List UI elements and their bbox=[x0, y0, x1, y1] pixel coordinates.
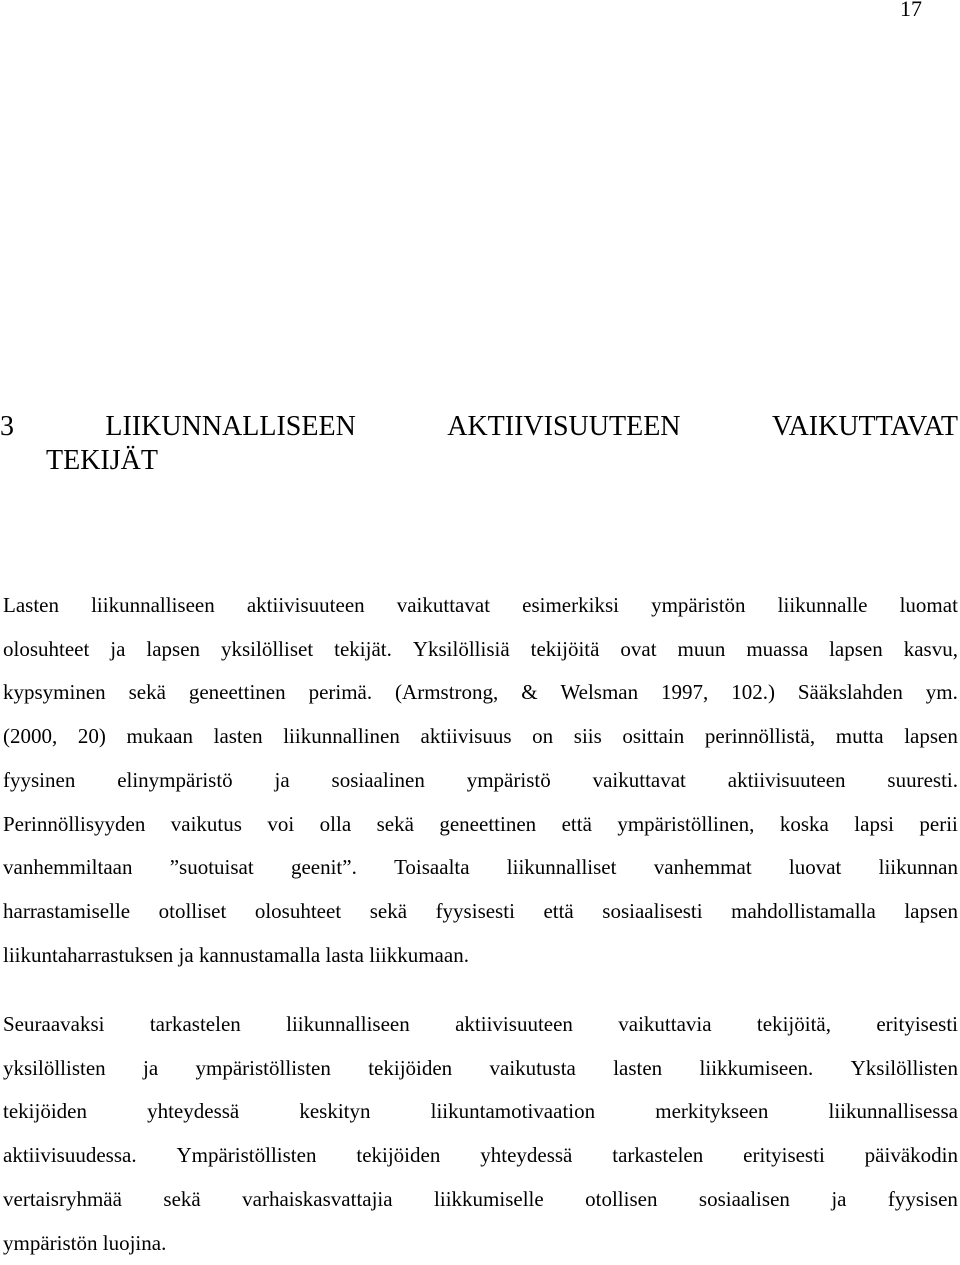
paragraph-line: olosuhteet ja lapsen yksilölliset tekijät. Yksilöllisiä tekijöitä ovat muun muassa lapsen kasvu, bbox=[3, 636, 958, 661]
paragraph-line: vertaisryhmää sekä varhaiskasvattajia liikkumiselle otollisen sosiaalisen ja fyysisen bbox=[3, 1186, 958, 1211]
paragraph-line: vanhemmiltaan ”suotuisat geenit”. Toisaalta liikunnalliset vanhemmat luovat liikunnan bbox=[3, 855, 958, 880]
page-number: 17 bbox=[900, 0, 922, 21]
paragraph-line: tekijöiden yhteydessä keskityn liikuntamotivaation merkitykseen liikunnallisessa bbox=[3, 1099, 958, 1124]
paragraph-line: Seuraavaksi tarkastelen liikunnalliseen aktiivisuuteen vaikuttavia tekijöitä, erityisesti bbox=[3, 1012, 958, 1036]
paragraph-line: Perinnöllisyyden vaikutus voi olla sekä geneettinen että ympäristöllinen, koska lapsi perii bbox=[3, 811, 958, 836]
paragraph-line: harrastamiselle otolliset olosuhteet sekä fyysisesti että sosiaalisesti mahdollistamalla lapsen bbox=[3, 898, 958, 923]
chapter-title-word-1: LIIKUNNALLISEEN bbox=[105, 411, 356, 442]
chapter-title-word-2: AKTIIVISUUTEEN bbox=[447, 411, 681, 442]
paragraph-2 bbox=[3, 1003, 958, 1265]
chapter-title-word-3: VAIKUTTAVAT bbox=[771, 411, 958, 442]
paragraph-line: ympäristön luojina. bbox=[3, 1230, 167, 1255]
chapter-number: 3 bbox=[0, 411, 14, 442]
paragraph-line: aktiivisuudessa. Ympäristöllisten tekijöiden yhteydessä tarkastelen erityisesti päiväkodin bbox=[3, 1143, 958, 1168]
chapter-heading-line-1 bbox=[0, 410, 958, 444]
chapter-heading bbox=[0, 410, 958, 478]
paragraph-1 bbox=[3, 584, 958, 977]
paragraph-line: kypsyminen sekä geneettinen perimä. (Armstrong, & Welsman 1997, 102.) Sääkslahden ym. bbox=[3, 680, 958, 705]
paragraph-line: Lasten liikunnalliseen aktiivisuuteen vaikuttavat esimerkiksi ympäristön liikunnalle luomat bbox=[3, 593, 958, 617]
paragraph-line: fyysinen elinympäristö ja sosiaalinen ympäristö vaikuttavat aktiivisuuteen suuresti. bbox=[3, 767, 958, 792]
paragraph-line: liikuntaharrastuksen ja kannustamalla lasta liikkumaan. bbox=[3, 942, 469, 967]
paragraph-line: yksilöllisten ja ympäristöllisten tekijöiden vaikutusta lasten liikkumiseen. Yksilöllisten bbox=[3, 1055, 958, 1080]
paragraph-line: (2000, 20) mukaan lasten liikunnallinen aktiivisuus on siis osittain perinnöllistä, mutta lapsen bbox=[3, 724, 958, 749]
chapter-heading-line-2: TEKIJÄT bbox=[46, 445, 158, 476]
